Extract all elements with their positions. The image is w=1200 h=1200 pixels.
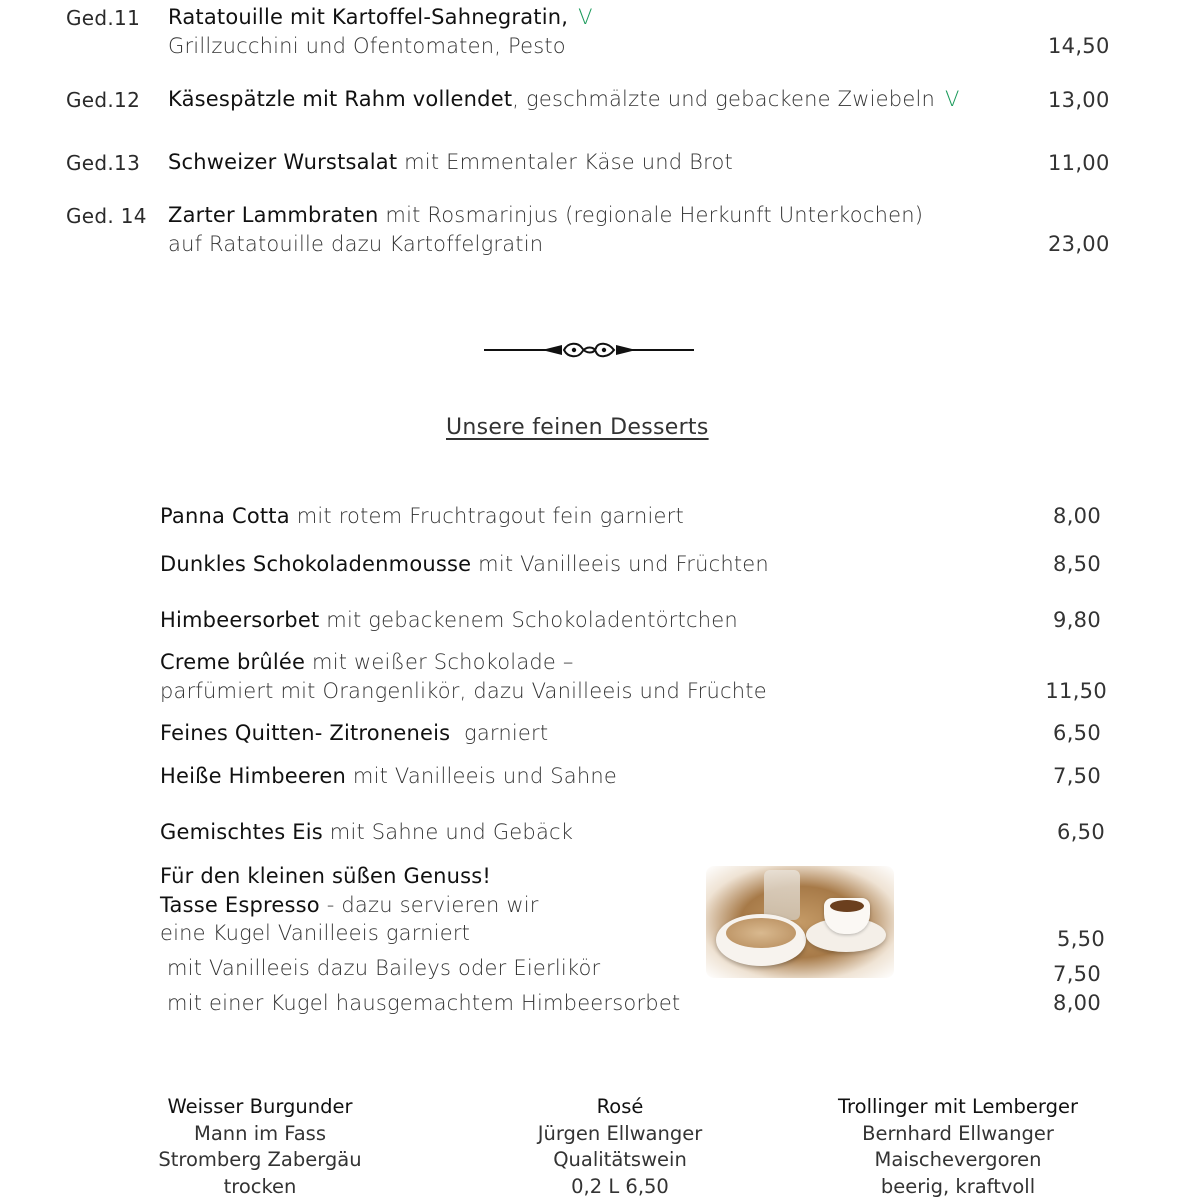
espresso-description: eine Kugel Vanilleeis garniert	[160, 921, 471, 945]
dish-price: 11,00	[1048, 151, 1110, 175]
dish-price: 13,00	[1048, 88, 1110, 112]
dish-description: auf Ratatouille dazu Kartoffelgratin	[168, 232, 544, 256]
espresso-price: 5,50	[1057, 927, 1105, 951]
wine-column	[798, 1094, 1118, 1200]
dessert-price: 9,80	[1053, 608, 1101, 632]
dessert-price: 8,50	[1053, 552, 1101, 576]
dessert-line	[160, 650, 574, 674]
wine-detail: 0,2 L 6,50	[571, 1174, 669, 1198]
dish-price: 23,00	[1048, 232, 1110, 256]
dessert-price: 7,50	[1053, 764, 1101, 788]
wine-column	[100, 1094, 420, 1200]
espresso-title-line	[160, 893, 539, 917]
dish-name: Zarter Lammbraten	[168, 203, 379, 227]
wine-detail: Bernhard Ellwanger	[862, 1121, 1054, 1145]
wine-detail: Jürgen Ellwanger	[537, 1121, 703, 1145]
espresso-option: mit Vanilleeis dazu Baileys oder Eierlikör	[167, 956, 601, 980]
espresso-option: mit einer Kugel hausgemachtem Himbeersorbet	[167, 991, 681, 1015]
dessert-price: 6,50	[1057, 820, 1105, 844]
veg-marker: V	[578, 5, 593, 29]
dessert-description: mit gebackenem Schokoladentörtchen	[319, 608, 738, 632]
dish-line	[168, 150, 733, 174]
ornamental-divider-icon	[482, 338, 696, 362]
dessert-name: Gemischtes Eis	[160, 820, 323, 844]
wine-detail: Stromberg Zabergäu	[158, 1148, 362, 1171]
dessert-line	[160, 721, 548, 745]
dessert-name: Dunkles Schokoladenmousse	[160, 552, 472, 576]
dessert-line	[160, 820, 573, 844]
wine-name: Weisser Burgunder	[167, 1095, 353, 1118]
dish-line	[168, 87, 960, 111]
wine-column	[460, 1094, 780, 1200]
dessert-name: Heiße Himbeeren	[160, 764, 347, 788]
dish-number: Ged.11	[66, 6, 141, 30]
dessert-price: 6,50	[1053, 721, 1101, 745]
espresso-description: - dazu servieren wir	[319, 893, 539, 917]
espresso-cup-photo	[706, 866, 894, 978]
wine-detail: Maischevergoren	[874, 1148, 1042, 1171]
desserts-heading: Unsere feinen Desserts	[446, 415, 709, 440]
dessert-name: Panna Cotta	[160, 504, 290, 528]
dessert-description: mit rotem Fruchtragout fein garniert	[289, 504, 684, 528]
dish-line	[168, 203, 923, 227]
wine-detail: Qualitätswein	[553, 1148, 687, 1171]
dish-name: Ratatouille mit Kartoffel-Sahnegratin,	[168, 5, 569, 29]
dish-number: Ged.13	[66, 151, 141, 175]
dessert-line	[160, 764, 617, 788]
dish-number: Ged. 14	[66, 204, 147, 228]
wine-detail: Mann im Fass	[194, 1121, 326, 1145]
dish-price: 14,50	[1048, 34, 1110, 58]
dessert-line	[160, 504, 684, 528]
espresso-title: Tasse Espresso	[160, 893, 320, 917]
wine-name: Trollinger mit Lemberger	[838, 1095, 1078, 1118]
dessert-description: parfümiert mit Orangenlikör, dazu Vanilleeis und Früchte	[160, 679, 767, 703]
espresso-headline: Für den kleinen süßen Genuss!	[160, 864, 492, 888]
dessert-name: Creme brûlée	[160, 650, 306, 674]
dish-description: mit Emmentaler Käse und Brot	[397, 150, 733, 174]
dessert-description: mit Sahne und Gebäck	[322, 820, 574, 844]
espresso-option-price: 8,00	[1053, 991, 1101, 1015]
dish-name: Schweizer Wurstsalat	[168, 150, 398, 174]
dessert-line	[160, 552, 769, 576]
dish-description: Grillzucchini und Ofentomaten, Pesto	[168, 34, 566, 58]
dessert-description: mit Vanilleeis und Früchten	[471, 552, 769, 576]
dish-description: mit Rosmarinjus (regionale Herkunft Unterkochen)	[378, 203, 924, 227]
espresso-option-price: 7,50	[1053, 962, 1101, 986]
dish-line	[168, 5, 593, 29]
dessert-price: 11,50	[1045, 679, 1107, 703]
wine-detail: beerig, kraftvoll	[880, 1174, 1036, 1198]
dessert-line	[160, 608, 738, 632]
veg-marker: V	[945, 87, 960, 111]
dish-name: Käsespätzle mit Rahm vollendet	[168, 87, 513, 111]
dessert-price: 8,00	[1053, 504, 1101, 528]
dessert-description: garniert	[450, 721, 549, 745]
wine-detail: trocken	[223, 1174, 297, 1198]
dessert-name: Himbeersorbet	[160, 608, 320, 632]
dessert-description: mit weißer Schokolade –	[305, 650, 574, 674]
dish-description: , geschmälzte und gebackene Zwiebeln	[512, 87, 935, 111]
dessert-description: mit Vanilleeis und Sahne	[346, 764, 617, 788]
wine-name: Rosé	[596, 1095, 644, 1118]
dish-number: Ged.12	[66, 88, 141, 112]
dessert-name: Feines Quitten- Zitroneneis	[160, 721, 451, 745]
